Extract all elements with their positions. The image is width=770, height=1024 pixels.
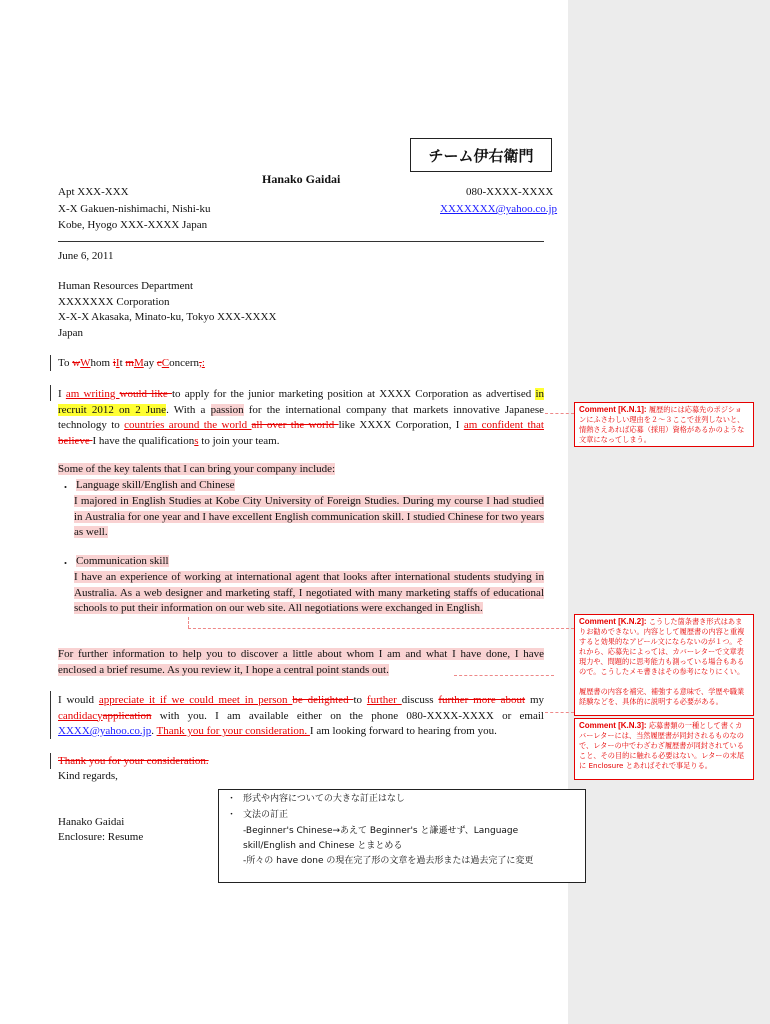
change-bar [50, 753, 51, 769]
note-sub-1b: skill/English and Chinese とまとめる [243, 841, 403, 851]
closing: Kind regards, [58, 770, 118, 782]
recipient-department: Human Resources Department [58, 280, 194, 292]
comment-connector [545, 413, 574, 414]
email-link-2[interactable]: XXXX@yahoo.co.jp [58, 725, 152, 737]
enclosure: Enclosure: Resume [58, 831, 144, 843]
recipient-country: Japan [58, 327, 84, 339]
recipient-address: X-X-X Akasaka, Minato-ku, Tokyo XXX-XXXX [58, 311, 277, 323]
change-bar [50, 355, 51, 371]
address-line-2: X-X Gakuen-nishimachi, Nishi-ku [58, 203, 211, 215]
comment-kn2[interactable]: Comment [K.N.2]: こうした箇条書き形式はあまりお勧めできない。内容として履歴書の内容と重複すると効果的なアピール文にならないのが１つ。それから、応募先によっては、カバーレターで文章表現力や、問題的に思考能力も測っている場合もあるので。こうしたメモ書きはその参考になりにくい。 履歴書の内容を補完、補強する意味で、学歴や職業経験などを、具体的に説明する必要がある。 [574, 614, 754, 716]
talent-2-body: I have an experience of working at international agent that looks after international students studying in Australia. As a web designer and marketing staff, I negotiated with many marketing staffs of educational schools to put their information on our web site. All negotiations were exchanged in English. [74, 571, 544, 614]
note-item-2: 文法の訂正 [243, 810, 289, 820]
change-bar [50, 691, 51, 739]
team-name-box: チーム伊右衛門 [410, 138, 552, 172]
talents-intro: Some of the key talents that I can bring your company include: [58, 463, 336, 475]
reviewer-notes-box [218, 789, 586, 883]
comment-margin-pane [568, 0, 770, 1024]
comment-connector [188, 617, 189, 628]
bullet-1: ・ [60, 482, 71, 494]
note-sub-1: -Beginner's Chinese→あえて Beginner's と謙遜せず、Language [243, 826, 519, 836]
talent-2-title: Communication skill [76, 555, 169, 567]
paragraph-intro: I am writing would like to apply for the junior marketing position at XXXX Corporation as advertised in recruit 2012 on 2 June. With a passion for the international company that markets innovative Japanese technology to countries around the world all over the world like XXXX Corporation, I am confident that believe I have the qualifications to join your team. [58, 388, 544, 447]
talent-1-title: Language skill/English and Chinese [76, 479, 235, 491]
note-bullet: ・ [227, 810, 237, 820]
phone-number: 080-XXXX-XXXX [466, 186, 554, 198]
comment-connector [545, 712, 574, 713]
address-line-3: Kobe, Hyogo XXX-XXXX Japan [58, 219, 208, 231]
note-bullet: ・ [227, 794, 237, 804]
email-link[interactable]: XXXXXXX@yahoo.co.jp [440, 203, 558, 215]
header-divider [58, 241, 544, 242]
comment-kn1[interactable]: Comment [K.N.1]: 履歴的には応募先のポジションにふさわしい理由を２～３ここで並列しないと、情熱さえあれば応募（採用）資格があるかのような文章になってしまう。 [574, 402, 754, 447]
comment-connector [454, 675, 554, 676]
deleted-thank-you: Thank you for your consideration. [58, 755, 209, 767]
bullet-2: ・ [60, 558, 71, 570]
note-sub-2: -所々の have done の現在完了形の文章を過去形または過去完了に変更 [243, 856, 534, 866]
address-line-1: Apt XXX-XXX [58, 186, 129, 198]
paragraph-further-info: For further information to help you to discover a little about whom I am and what I have done, I have enclosed a brief resume. As you review it, I hope a central point stands out. [58, 648, 544, 676]
signature: Hanako Gaidai [58, 816, 125, 828]
change-bar [50, 385, 51, 401]
recipient-company: XXXXXXX Corporation [58, 296, 170, 308]
comment-kn3[interactable]: Comment [K.N.3]: 応募書類の一種として書くカバーレターには、当然履歴書が同封されるものなので、レターの中でわざわざ履歴書が同封されていること、その目的に触れる必要はない。レターの末尾に Enclosure とあればそれで事足りる。 [574, 718, 754, 780]
paragraph-meeting: I would appreciate it if we could meet in person be delighted to further discuss further more about my candidacyapplication with you. I am available either on the phone 080-XXXX-XXXX or email XXXX@yahoo.co.jp. Thank you for your consideration. I am looking forward to hearing from you. [58, 694, 545, 737]
talent-1-body: I majored in English Studies at Kobe City University of Foreign Studies. During my course I had studied in Australia for one year and I have excellent English communication skill. I studied Chinese for two years as well. [74, 495, 544, 538]
applicant-name: Hanako Gaidai [262, 172, 341, 186]
salutation: To wWhom iIt mMay cConcern,: [58, 357, 205, 369]
note-item-1: 形式や内容についての大きな訂正はなし [243, 794, 405, 804]
comment-connector [188, 628, 574, 629]
letter-date: June 6, 2011 [58, 250, 114, 262]
